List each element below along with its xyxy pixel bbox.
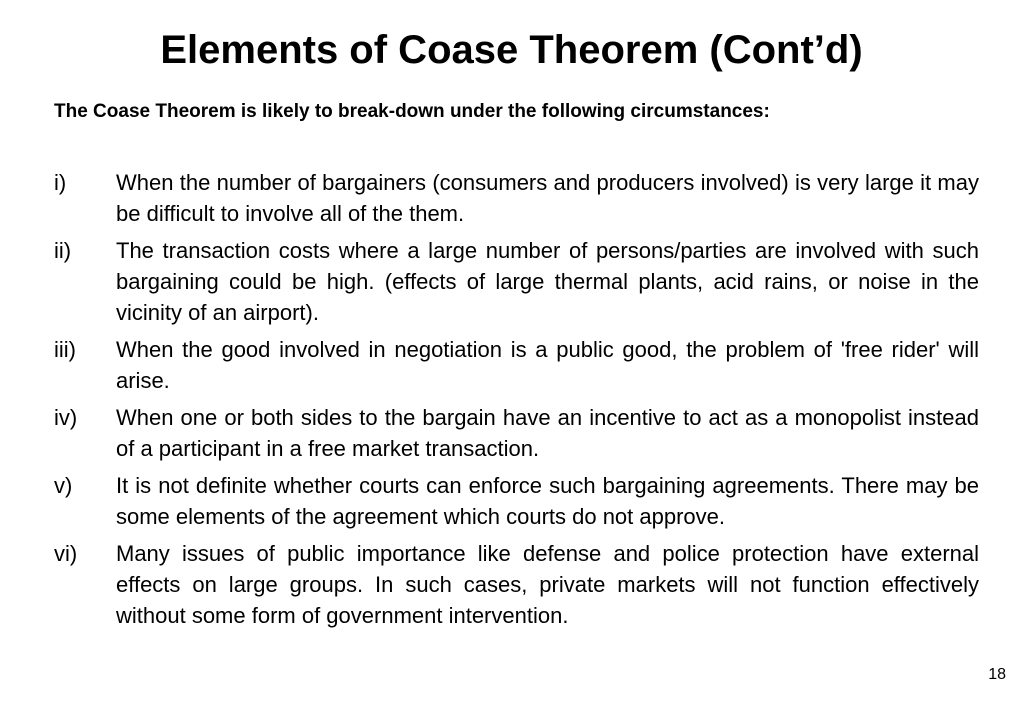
list-item: [54, 334, 979, 396]
list-item: [54, 470, 979, 532]
page-number: 18: [988, 666, 1006, 683]
list-item-number: v): [54, 473, 73, 498]
slide-subtitle: The Coase Theorem is likely to break-down under the following circumstances:: [54, 101, 770, 122]
list-item: [54, 235, 979, 328]
list-item-number: iv): [54, 405, 78, 430]
list-item-number: i): [54, 170, 67, 195]
list-item-number: ii): [54, 238, 72, 263]
list-item-text: It is not definite whether courts can enforce such bargaining agreements. There may be some elements of the agreement which courts do not approve.: [116, 473, 979, 529]
list-item-text: Many issues of public importance like defense and police protection have external effects on large groups. In such cases, private markets will not function effectively without some form of government intervention.: [116, 541, 979, 628]
list-item: [54, 167, 979, 229]
list-item: [54, 402, 979, 464]
list-item-text: When one or both sides to the bargain have an incentive to act as a monopolist instead of a participant in a free market transaction.: [116, 405, 979, 461]
list-item: [54, 538, 979, 631]
list-item-text: The transaction costs where a large number of persons/parties are involved with such bargaining could be high. (effects of large thermal plants, acid rains, or noise in the vicinity of an airport).: [116, 238, 979, 325]
list-item-number: vi): [54, 541, 78, 566]
list-item-number: iii): [54, 337, 76, 362]
list-item-text: When the good involved in negotiation is a public good, the problem of 'free rider' will arise.: [116, 337, 979, 393]
circumstances-list: [54, 167, 979, 637]
slide-title: Elements of Coase Theorem (Cont’d): [160, 28, 863, 72]
list-item-text: When the number of bargainers (consumers and producers involved) is very large it may be difficult to involve all of the them.: [116, 170, 979, 226]
